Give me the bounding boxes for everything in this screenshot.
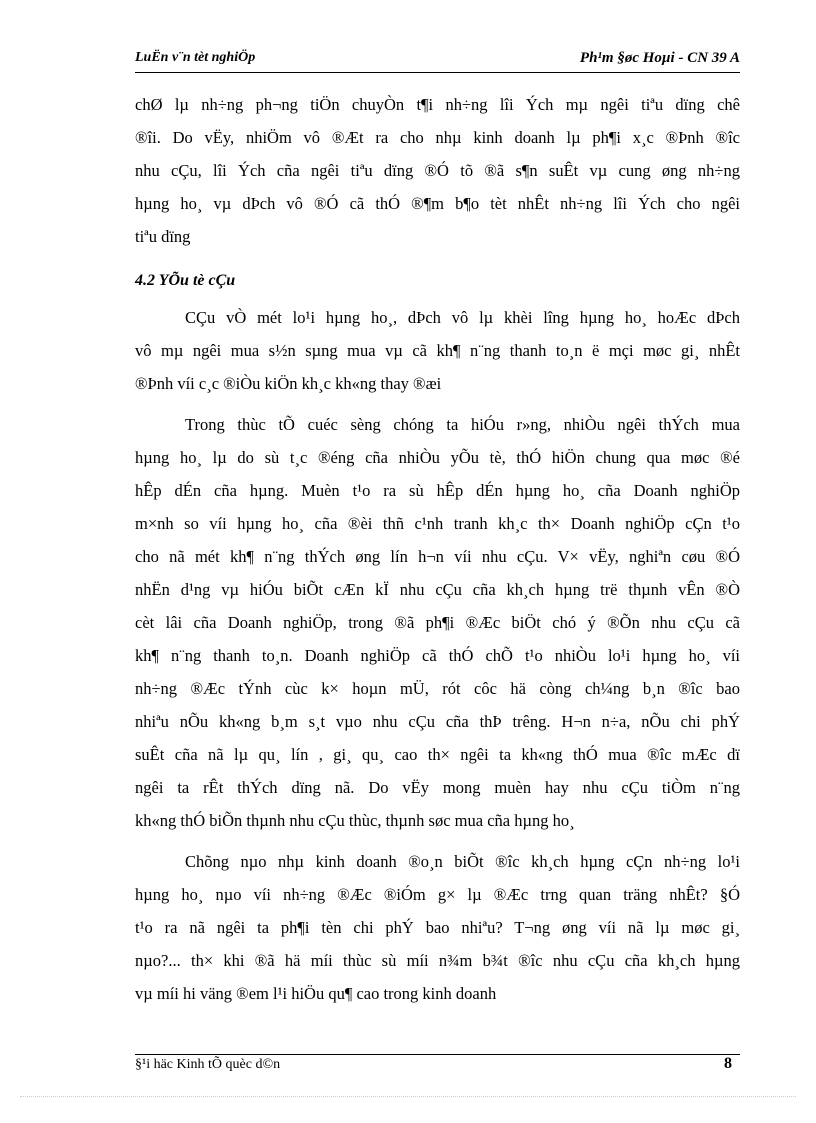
text-line: kh¶ n¨ng thanh to¸n. Doanh nghiÖp cã thÓ chÕ t¹o nhiÒu lo¹i hµng ho¸ víi bbox=[135, 646, 740, 665]
text-line: t¹o ra nã ngêi ta ph¶i tèn chi phÝ bao nhiªu? T¬ng øng víi nã lµ møc gi¸ bbox=[135, 918, 740, 937]
text-line: cho nã mét kh¶ n¨ng thÝch øng lín h¬n víi nhu cÇu. V× vËy, nghiªn cøu ®Ó bbox=[135, 547, 740, 566]
page-body bbox=[135, 88, 740, 1010]
text-line: cèt lâi cña Doanh nghiÖp, trong ®ã ph¶i ®Æc biÖt chó ý ®Õn nhu cÇu cã bbox=[135, 613, 740, 632]
header-author: Ph¹m §øc Hoµi - CN 39 A bbox=[579, 50, 740, 66]
paragraph-intro bbox=[135, 88, 740, 253]
text-line: ngêi ta rÊt thÝch dïng nã. Do vËy mong muèn hay nhu cÇu tiÒm n¨ng bbox=[135, 778, 740, 797]
text-line: nh÷ng ®Æc tÝnh cùc k× hoµn mÜ, rót côc hä còng ch¼ng b¸n ®îc bao bbox=[135, 679, 740, 698]
paragraph-demand-factors bbox=[135, 408, 740, 837]
text-line: hµng ho¸ lµ do sù t¸c ®éng cña nhiÒu yÕu tè, thÓ hiÖn chung qua møc ®é bbox=[135, 448, 740, 467]
footer-university: §¹i häc Kinh tÕ quèc d©n bbox=[135, 1057, 281, 1072]
section-heading: 4.2 YÕu tè cÇu bbox=[135, 272, 236, 289]
text-line: hµng ho¸ vµ dÞch vô ®Ó cã thÓ ®¶m b¶o tèt nhÊt nh÷ng lîi Ých cho ngêi bbox=[135, 194, 740, 213]
page-number: 8 bbox=[724, 1055, 732, 1072]
header-thesis-title: LuËn v¨n tèt nghiÖp bbox=[135, 50, 256, 65]
header-divider bbox=[135, 72, 740, 73]
text-line: hµng ho¸ nµo víi nh÷ng ®Æc ®iÓm g× lµ ®Æc trng quan träng nhÊt? §Ó bbox=[135, 885, 740, 904]
text-line: ®îi. Do vËy, nhiÖm vô ®Æt ra cho nhµ kinh doanh lµ ph¶i x¸c ®Þnh ®îc bbox=[135, 128, 740, 147]
text-line: suÊt cña nã lµ qu¸ lín , gi¸ qu¸ cao th× ngêi ta kh«ng thÓ mua ®îc mÆc dï bbox=[135, 745, 740, 764]
paragraph-demand-definition bbox=[135, 301, 740, 400]
text-line: chØ lµ nh÷ng ph¬ng tiÖn chuyÒn t¶i nh÷ng lîi Ých mµ ngêi tiªu dïng chê bbox=[135, 95, 740, 114]
text-line: nµo?... th× khi ®ã hä míi thùc sù míi n¾m b¾t ®îc nhu cÇu cña kh¸ch hµng bbox=[135, 951, 740, 970]
text-line: ®Þnh víi c¸c ®iÒu kiÖn kh¸c kh«ng thay ®æi bbox=[135, 374, 442, 393]
text-line: hÊp dÉn cña hµng. Muèn t¹o ra sù hÊp dÉn hµng ho¸ cña Doanh nghiÖp bbox=[135, 481, 740, 500]
text-line: vµ míi hi väng ®em l¹i hiÖu qu¶ cao trong kinh doanh bbox=[135, 984, 497, 1003]
page-header bbox=[135, 50, 740, 70]
text-line: vô mµ ngêi mua s½n sµng mua vµ cã kh¶ n¨ng thanh to¸n ë mçi møc gi¸ nhÊt bbox=[135, 341, 740, 360]
paragraph-business-insight bbox=[135, 845, 740, 1010]
text-line: nhËn d¹ng vµ hiÓu biÕt cÆn kÏ nhu cÇu cña kh¸ch hµng trë thµnh vÊn ®Ò bbox=[135, 580, 740, 599]
text-line: tiªu dïng bbox=[135, 227, 191, 246]
text-line: nhiªu nÕu kh«ng b¸m s¸t vµo nhu cÇu cña thÞ trêng. H¬n n÷a, nÕu chi phÝ bbox=[135, 712, 740, 731]
page-edge-divider bbox=[20, 1096, 796, 1097]
text-line: m×nh so víi hµng ho¸ cña ®èi thñ c¹nh tranh kh¸c th× Doanh nghiÖp cÇn t¹o bbox=[135, 514, 740, 533]
footer-divider bbox=[135, 1054, 740, 1055]
page-footer bbox=[135, 1057, 740, 1077]
text-line: CÇu vÒ mét lo¹i hµng ho¸, dÞch vô lµ khèi lîng hµng ho¸ hoÆc dÞch bbox=[185, 308, 740, 327]
text-line: nhu cÇu, lîi Ých cña ngêi tiªu dïng ®Ó tõ ®ã s¶n suÊt vµ cung øng nh÷ng bbox=[135, 161, 740, 180]
text-line: kh«ng thÓ biÕn thµnh nhu cÇu thùc, thµnh søc mua cña hµng ho¸ bbox=[135, 811, 575, 830]
text-line: Trong thùc tÕ cuéc sèng chóng ta hiÓu r»ng, nhiÒu ngêi thÝch mua bbox=[185, 415, 740, 434]
text-line: Chõng nµo nhµ kinh doanh ®o¸n biÕt ®îc kh¸ch hµng cÇn nh÷ng lo¹i bbox=[185, 852, 740, 871]
